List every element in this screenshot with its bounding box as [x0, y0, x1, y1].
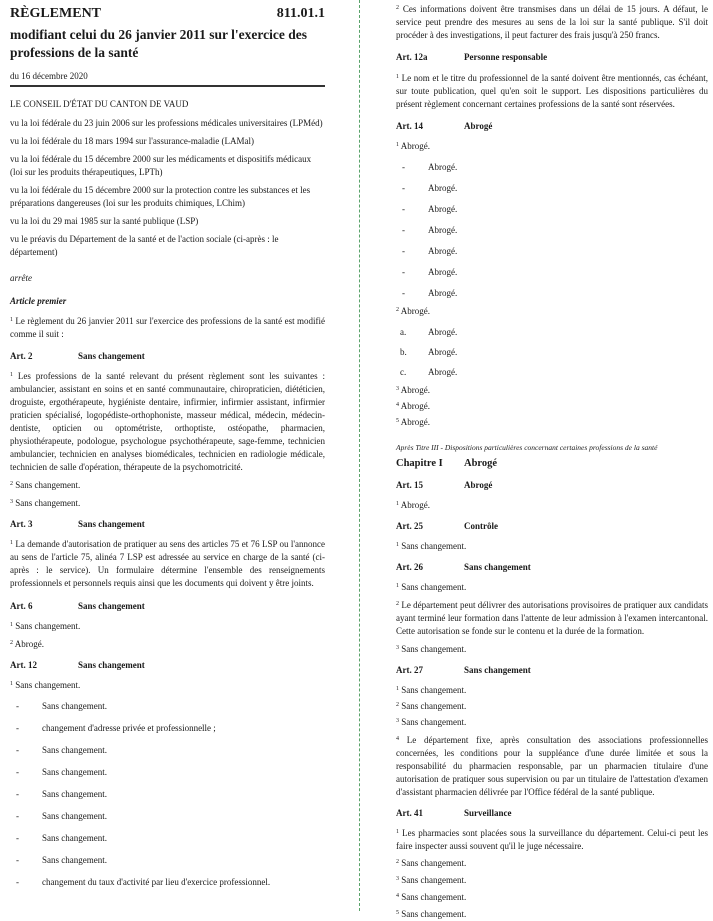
art-27-p4: $^4$ Le département fixe, après consultation des associations professionnelles concernées, les conditions pour la suppléance d'une durée limitée et sous la responsabilité du pharmacien responsable, par un pharmacien titulaire d'une autorisation de pratiquer sous supervision ou par un titulaire de l'attestation d'examen d'assistant pharmacien délivrée par l'Office fédéral de la santé publique.	[396, 735, 709, 797]
art-2-p1: $^1$ Les professions de la santé relevant du présent règlement sont les suivantes : ambulancier, assistant en soins et en santé communautaire, chiropraticien, diététicien, droguiste, ergothérapeute, hygiéniste dentaire, infirmier, infirmier assistant, infirmier praticien spécialisé, logopédiste-orthophoniste, masseur médical, médecin, médecin-dentiste, opticien ou optométriste, orthoptiste, ostéopathe, pharmacien, physiothérapeute, podologue, psychologue psychothérapeute, sage-femme, technicien ambulancier, technicien en analyses biomédicales, technicien en radiologie médicale, technicien de salle d'opération, thérapeute de la psychomotricité.	[10, 371, 325, 472]
art-3-p1: $^1$ La demande d'autorisation de pratiquer au sens des articles 75 et 76 LSP ou l'annonce au sens de l'article 75, alinéa 7 LSP est adressée au service en charge de la santé (ci-après : le service). Un formulaire détermine l'ensemble des renseignements professionnels et personnels requis ainsi que les documents qui doivent y être joints.	[10, 539, 326, 588]
art-26-p2: $^2$ Le département peut délivrer des autorisations provisoires de pratiquer aux candidats ayant terminé leur formation dans l'attente de leur admission à l'examen intercantonal. Cette autorisation se fonde sur le contenu et la durée de la formation.	[396, 600, 708, 636]
art-41-p5: $^5$ Sans changement.	[396, 909, 467, 919]
header-rule	[10, 85, 325, 87]
list-item: - Sans changement.	[16, 701, 107, 711]
art-41-p2: $^2$ Sans changement.	[396, 858, 467, 868]
art-2-heading: Art. 2 Sans changement	[10, 351, 145, 361]
art-15-heading: Art. 15 Abrogé	[396, 480, 493, 490]
art-14-p1: $^1$ Abrogé.	[396, 141, 431, 151]
header-row	[10, 6, 325, 22]
list-item: - Sans changement.	[16, 767, 107, 777]
preamble-3: vu la loi fédérale du 15 décembre 2000 sur les médicaments et dispositifs médicaux (loi sur les produits thérapeutiques, LPTh)	[10, 154, 312, 177]
doc-title: modifiant celui du 26 janvier 2011 sur l'exercice des professions de la santé	[10, 27, 307, 60]
art-3-heading: Art. 3 Sans changement	[10, 519, 145, 529]
art-41-p4: $^4$ Sans changement.	[396, 892, 467, 902]
arrete: arrête	[10, 273, 32, 283]
list-item: - Sans changement.	[16, 833, 107, 843]
article-premier: Article premier	[10, 296, 67, 306]
art-15-p1: $^1$ Abrogé.	[396, 500, 431, 510]
list-item: - Abrogé.	[402, 225, 458, 235]
chapter-heading: Chapitre I Abrogé	[396, 458, 498, 469]
preamble-1: vu la loi fédérale du 23 juin 2006 sur les professions médicales universitaires (LPMéd)	[10, 118, 323, 128]
art-2-p2: $^2$ Sans changement.	[10, 480, 81, 490]
art-27-p1: $^1$ Sans changement.	[396, 685, 467, 695]
authority: LE CONSEIL D'ÉTAT DU CANTON DE VAUD	[10, 99, 189, 109]
doc-number: 811.01.1	[276, 6, 325, 21]
preamble-5: vu la loi du 29 mai 1985 sur la santé publique (LSP)	[10, 216, 199, 226]
art-12-heading: Art. 12 Sans changement	[10, 660, 145, 670]
list-item: - Abrogé.	[402, 267, 458, 277]
art-12-p1: $^1$ Sans changement.	[10, 680, 81, 690]
left-column	[10, 0, 325, 888]
art-25-p1: $^1$ Sans changement.	[396, 541, 467, 551]
art-12a-p1: $^1$ Le nom et le titre du professionnel de la santé doivent être mentionnés, cas échéant, sur toute publication, quel qu'en soit le support. Les dispositions particulières du présent règlement concernant certaines professions de la santé sont réservées.	[396, 73, 708, 109]
art-27-p3: $^3$ Sans changement.	[396, 717, 467, 727]
list-item: - changement du taux d'activité par lieu d'exercice professionnel.	[16, 877, 271, 887]
art-26-heading: Art. 26 Sans changement	[396, 562, 531, 572]
list-item: - Abrogé.	[402, 246, 458, 256]
right-column	[396, 0, 708, 921]
list-item: - Sans changement.	[16, 811, 107, 821]
art-2-p3: $^3$ Sans changement.	[10, 498, 81, 508]
doc-type: RÈGLEMENT	[10, 6, 102, 21]
art-41-p3: $^3$ Sans changement.	[396, 875, 467, 885]
art-12a-heading: Art. 12a Personne responsable	[396, 52, 548, 62]
list-item: - Abrogé.	[402, 204, 458, 214]
list-item: - Abrogé.	[402, 183, 458, 193]
list-item: - Sans changement.	[16, 855, 107, 865]
art-6-heading: Art. 6 Sans changement	[10, 601, 145, 611]
art-6-p2: $^2$ Abrogé.	[10, 639, 45, 649]
preamble-2: vu la loi fédérale du 18 mars 1994 sur l'assurance-maladie (LAMal)	[10, 136, 255, 146]
list-item: b. Abrogé.	[400, 347, 458, 357]
preamble-6: vu le préavis du Département de la santé et de l'action sociale (ci-après : le département)	[10, 234, 279, 257]
list-item: - changement d'adresse privée et professionnelle ;	[16, 723, 216, 733]
list-item: a. Abrogé.	[400, 327, 458, 337]
art-26-p1: $^1$ Sans changement.	[396, 582, 467, 592]
art-27-p2: $^2$ Sans changement.	[396, 701, 467, 711]
art-14-p2: $^2$ Abrogé.	[396, 306, 431, 316]
column-divider	[359, 0, 360, 911]
art-27-heading: Art. 27 Sans changement	[396, 665, 531, 675]
art-41-p1: $^1$ Les pharmacies sont placées sous la surveillance du département. Celui-ci peut les faire inspecter aussi souvent qu'il le juge nécessaire.	[396, 828, 709, 851]
list-item: - Abrogé.	[402, 288, 458, 298]
art-14-p3: $^3$ Abrogé.	[396, 385, 431, 395]
art-14-heading: Art. 14 Abrogé	[396, 121, 493, 131]
preamble-4: vu la loi fédérale du 15 décembre 2000 sur la protection contre les substances et les préparations dangereuses (loi sur les produits chimiques, LChim)	[10, 185, 311, 208]
art-12-p2: $^2$ Ces informations doivent être transmises dans un délai de 15 jours. A défaut, le service peut prendre des mesures au sens de la loi sur la santé publique. S'il doit procéder à des investigations, il peut facturer des frais jusqu'à 250 francs.	[396, 4, 708, 40]
list-item: c. Abrogé.	[400, 367, 458, 377]
list-item: - Sans changement.	[16, 745, 107, 755]
after-title-note: Après Titre III - Dispositions particulières concernant certaines professions de la santé	[396, 443, 658, 452]
art-25-heading: Art. 25 Contrôle	[396, 521, 498, 531]
list-item: - Sans changement.	[16, 789, 107, 799]
art-6-p1: $^1$ Sans changement.	[10, 621, 81, 631]
list-item: - Abrogé.	[402, 162, 458, 172]
article-premier-text: $^1$ Le règlement du 26 janvier 2011 sur l'exercice des professions de la santé est modifié comme il suit :	[10, 316, 326, 339]
doc-date: du 16 décembre 2020	[10, 71, 88, 81]
art-14-p5: $^5$ Abrogé.	[396, 417, 431, 427]
art-26-p3: $^3$ Sans changement.	[396, 644, 467, 654]
art-41-heading: Art. 41 Surveillance	[396, 808, 512, 818]
art-14-p4: $^4$ Abrogé.	[396, 401, 431, 411]
